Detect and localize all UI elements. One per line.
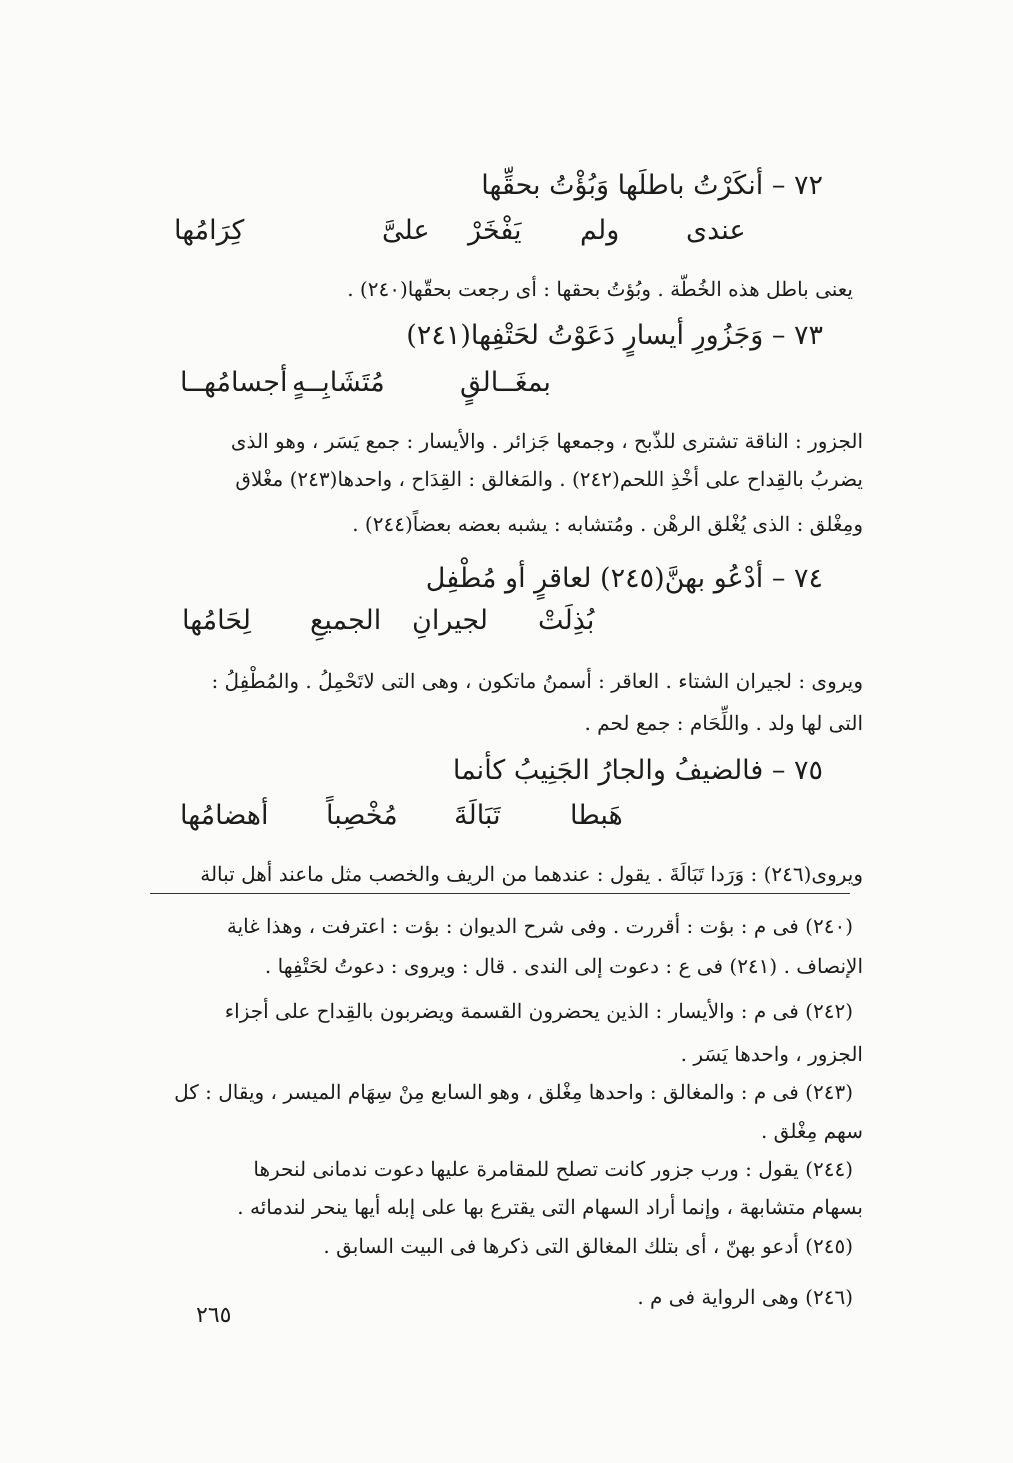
hemistich-word: هَبطا	[570, 800, 623, 831]
commentary-line: ويروى : لجيران الشتاء . العاقر : أسمنُ ماتكون ، وهى التى لاتَحْمِلُ . والمُطْفِلُ :	[211, 669, 863, 693]
hemistich-word: كِرَامُها	[174, 215, 245, 246]
verse-72-first-hemistich: ٧٢ – أنكَرْتُ باطلَها وَبُؤْتُ بحقِّها	[481, 170, 823, 201]
verse-73-second-hemistich	[150, 367, 863, 403]
footnote-line: الإنصاف . (٢٤١) فى ع : دعوت إلى الندى . قال : ويروى : دعوتُ لحَتْفِها .	[264, 954, 863, 978]
footnote-line: سهم مِغْلق .	[760, 1119, 863, 1143]
hemistich-word: بُذِلَتْ	[538, 605, 595, 636]
footnote-separator	[150, 893, 850, 894]
page-number: ٢٦٥	[196, 1303, 232, 1328]
hemistich-word: عندى	[686, 215, 746, 246]
commentary-line: ومِغْلق : الذى يُغْلق الرهْن . ومُتشابه : يشبه بعضه بعضاً(٢٤٤) .	[352, 512, 863, 536]
verse-75-first-hemistich: ٧٥ – فالضيفُ والجارُ الجَنِيبُ كأنما	[452, 755, 823, 786]
commentary-line: يضربُ بالقِداح على أخْذِ اللحم(٢٤٢) . والمَغالق : القِدَاح ، واحدها(٢٤٣) مغْلاق	[235, 467, 863, 491]
verse-72-second-hemistich	[150, 215, 863, 251]
footnote-line: الجزور ، واحدها يَسَر .	[680, 1042, 863, 1066]
hemistich-word: علىَّ	[382, 215, 430, 246]
verse-75-second-hemistich	[150, 800, 863, 836]
hemistich-word: تَبَالَةَ	[454, 800, 501, 831]
footnote-line: (٢٤٣) فى م : والمغالق : واحدها مِغْلق ، وهو السابع مِنْ سِهَام الميسر ، ويقال : كل	[174, 1080, 853, 1104]
hemistich-word: مُتَشَابِــهٍ	[292, 367, 385, 398]
hemistich-word: يَفْخَرْ	[468, 215, 522, 246]
hemistich-word: لجيرانِ	[412, 605, 489, 636]
footnote-line: (٢٤٦) وهى الرواية فى م .	[637, 1285, 853, 1309]
footnote-line: (٢٤٤) يقول : ورب جزور كانت تصلح للمقامرة عليها دعوت ندمانى لنحرها	[253, 1157, 853, 1181]
verse-73-first-hemistich: ٧٣ – وَجَزُورِ أيسارٍ دَعَوْتُ لحَتْفِها(٢٤١)	[406, 320, 823, 351]
hemistich-word: لِحَامُها	[182, 605, 252, 636]
hemistich-word: الجميعِ	[310, 605, 382, 636]
footnote-line: (٢٤٠) فى م : بؤت : أقررت . وفى شرح الديوان : بؤت : اعترفت ، وهذا غاية	[226, 914, 853, 938]
hemistich-word: أجسامُهــا	[180, 367, 288, 398]
hemistich-word: أهضامُها	[180, 800, 269, 831]
commentary-line: ويروى(٢٤٦) : وَرَدا تَبَالَةَ . يقول : عندهما من الريف والخصب مثل ماعند أهل تبالة	[200, 862, 863, 886]
commentary-line: الجزور : الناقة تشترى للذّبح ، وجمعها جَزائر . والأيسار : جمع يَسَر ، وهو الذى	[230, 429, 863, 453]
footnote-line: بسهام متشابهة ، وإنما أراد السهام التى يقترع بها على إبله أيها ينحر لندمائه .	[237, 1195, 863, 1219]
verse-74-first-hemistich: ٧٤ – أدْعُو بهنَّ(٢٤٥) لعاقرٍ أو مُطْفِل	[425, 563, 823, 594]
hemistich-word: مُخْصِباً	[326, 800, 398, 831]
hemistich-word: بمغَــالقٍ	[460, 367, 551, 398]
verse-74-second-hemistich	[150, 605, 863, 641]
commentary-line: التى لها ولد . واللِّحَام : جمع لحم .	[584, 711, 863, 735]
hemistich-word: ولم	[580, 215, 620, 246]
footnote-line: (٢٤٥) أدعو بهنّ ، أى بتلك المغالق التى ذكرها فى البيت السابق .	[323, 1234, 853, 1258]
footnote-line: (٢٤٢) فى م : والأيسار : الذين يحضرون القسمة ويضربون بالقِداح على أجزاء	[224, 999, 853, 1023]
commentary-line: يعنى باطل هذه الخُطّة . وبُؤتُ بحقها : أى رجعت بحقّها(٢٤٠) .	[347, 277, 853, 301]
